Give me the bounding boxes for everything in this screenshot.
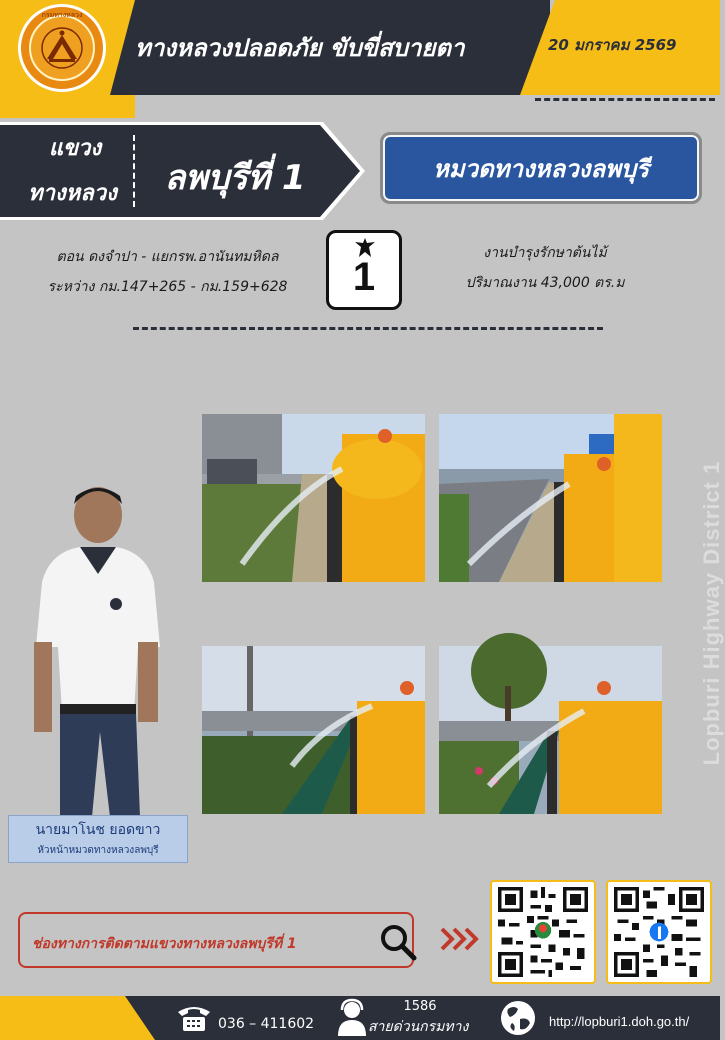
emblem-icon: [39, 25, 85, 71]
district-name: ลพบุรีที่ 1: [164, 158, 306, 198]
work-task: งานบำรุงรักษาต้นไม้: [483, 245, 607, 261]
section-name: หมวดทางหลวงลพบุรี: [432, 154, 650, 183]
follow-channel-box[interactable]: [18, 912, 414, 968]
work-photo-1: [202, 414, 425, 582]
footer-phone[interactable]: 036 – 411602: [218, 1016, 315, 1032]
person-photo: [30, 482, 190, 817]
work-photo-2: [439, 414, 662, 582]
district-label-line2: ทางหลวง: [28, 181, 117, 206]
district-divider: [133, 135, 135, 207]
footer-hotline-number[interactable]: 1586: [403, 999, 437, 1014]
district-label-line1: แขวง: [48, 136, 102, 161]
globe-icon: [498, 999, 538, 1037]
logo-text: กรมทางหลวง: [41, 11, 83, 19]
qr-code-maps[interactable]: [490, 880, 596, 984]
route-km-range: ระหว่าง กม.147+265 - กม.159+628: [47, 279, 288, 295]
phone-icon: [176, 1004, 212, 1032]
person-name-box: [8, 815, 188, 863]
route-segment: ตอน ดงจำปา - แยกรพ.อานันทมหิดล: [56, 249, 279, 265]
date-label: 20 มกราคม 2569: [548, 36, 677, 54]
highway-number: 1: [352, 255, 376, 299]
qr-code-facebook[interactable]: [606, 880, 712, 984]
section-name-box: [380, 132, 702, 204]
content-divider: [133, 327, 603, 330]
chevron-right-icon: [440, 925, 480, 953]
header-divider: [535, 98, 715, 101]
footer-hotline-label: สายด่วนกรมทาง: [368, 1019, 469, 1035]
highway-shield: [326, 230, 402, 310]
headset-icon: [336, 998, 368, 1036]
person-position: หัวหน้าหมวดทางหลวงลพบุรี: [37, 845, 159, 856]
work-photo-3: [202, 646, 425, 814]
page-title: ทางหลวงปลอดภัย ขับขี่สบายตา: [135, 34, 465, 62]
department-logo: [18, 4, 106, 92]
district-watermark: Lopburi Highway District 1: [699, 460, 724, 766]
search-icon: [378, 922, 418, 962]
person-name: นายมาโนช ยอดขาว: [35, 822, 161, 838]
work-quantity: ปริมาณงาน 43,000 ตร.ม: [465, 275, 625, 291]
work-photo-4: [439, 646, 662, 814]
footer-website-link[interactable]: http://lopburi1.doh.go.th/: [549, 1014, 690, 1029]
follow-channel-text: ช่องทางการติดตามแขวงทางหลวงลพบุรีที่ 1: [32, 936, 297, 952]
